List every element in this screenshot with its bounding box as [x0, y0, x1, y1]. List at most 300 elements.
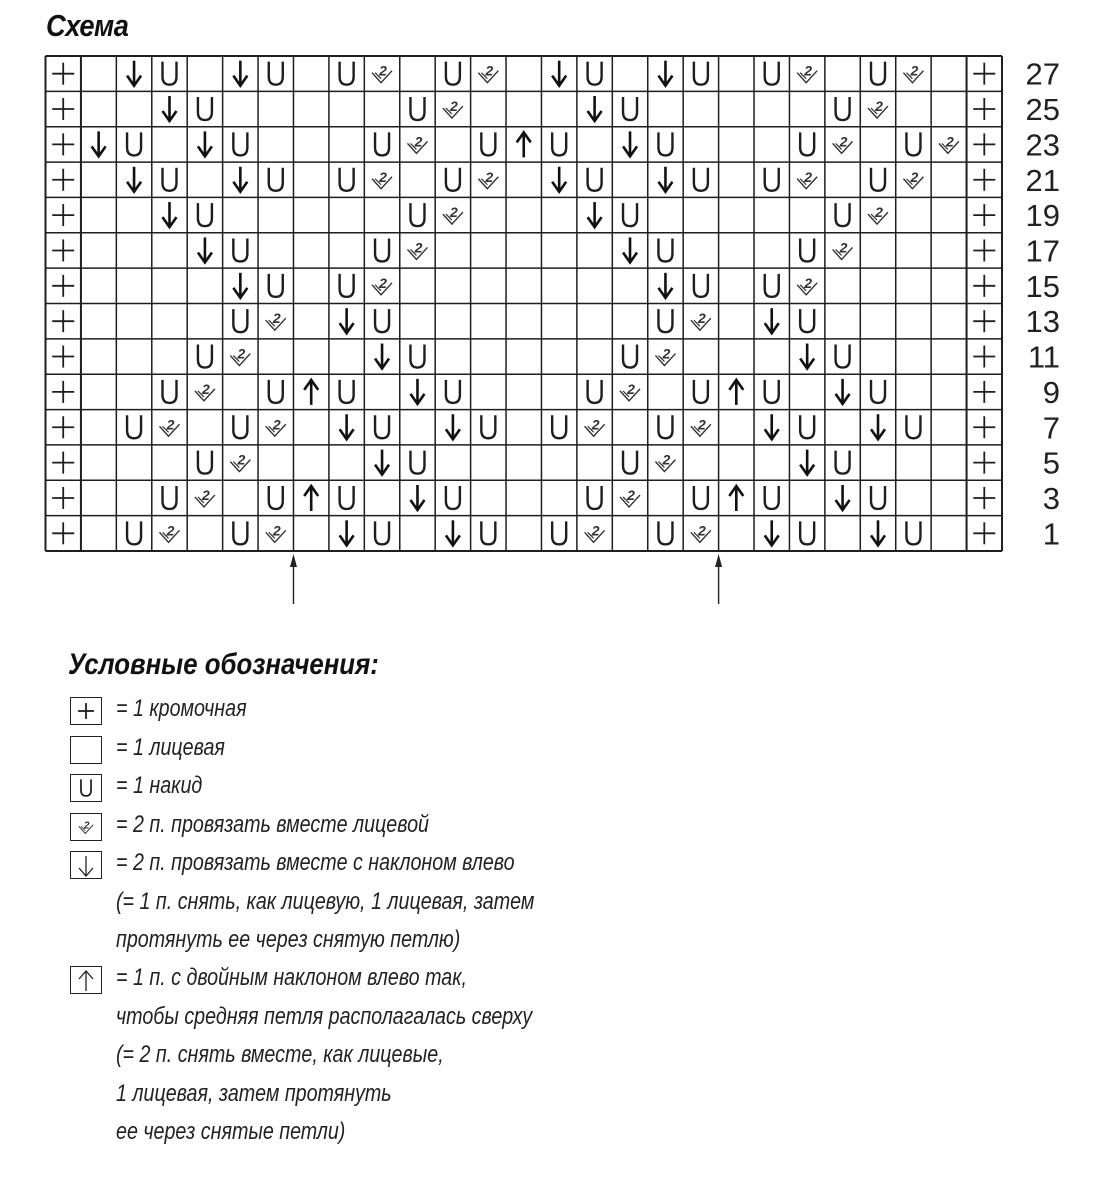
chart-cell [223, 480, 258, 515]
chart-cell [258, 516, 293, 551]
chart-cell [577, 480, 612, 515]
chart-cell [329, 480, 364, 515]
chart-cell [329, 339, 364, 374]
chart-cell [789, 268, 824, 303]
chart-cell [612, 445, 647, 480]
row-number-label: 1 [1042, 516, 1060, 552]
chart-cell [754, 91, 789, 126]
chart-cell [754, 127, 789, 162]
chart-cell [541, 56, 576, 91]
chart-cell [754, 410, 789, 445]
chart-cell [116, 233, 151, 268]
chart-cell [719, 127, 754, 162]
chart-cell [719, 339, 754, 374]
chart-cell [896, 56, 931, 91]
chart-cell [400, 480, 435, 515]
chart-cell [187, 516, 222, 551]
svg-text:2: 2 [875, 204, 883, 221]
svg-text:2: 2 [414, 239, 423, 256]
chart-cell [789, 56, 824, 91]
chart-cell [46, 304, 81, 339]
chart-cell [541, 162, 576, 197]
chart-cell [293, 516, 328, 551]
chart-cell [364, 127, 399, 162]
chart-cell [329, 374, 364, 409]
k2tog-icon [79, 820, 93, 833]
chart-cell [187, 127, 222, 162]
chart-cell [577, 445, 612, 480]
chart-cell [541, 480, 576, 515]
chart-cell [683, 233, 718, 268]
chart-cell [223, 91, 258, 126]
chart-cell [648, 91, 683, 126]
chart-cell [152, 445, 187, 480]
chart-cell [612, 56, 647, 91]
chart-cell [577, 127, 612, 162]
chart-cell [329, 127, 364, 162]
chart-cell [435, 410, 470, 445]
chart-cell [116, 91, 151, 126]
chart-cell [577, 268, 612, 303]
chart-cell [152, 268, 187, 303]
legend-text: (= 1 п. снять, как лицевую, 1 лицевая, затем [116, 887, 535, 915]
chart-cell [223, 410, 258, 445]
chart-cell [223, 445, 258, 480]
chart-cell [364, 233, 399, 268]
chart-cell [754, 374, 789, 409]
chart-cell [293, 56, 328, 91]
chart-cell [789, 410, 824, 445]
chart-cell [293, 268, 328, 303]
svg-text:2: 2 [804, 168, 813, 185]
chart-cell [471, 374, 506, 409]
chart-cell [683, 304, 718, 339]
chart-cell [400, 410, 435, 445]
chart-cell [931, 197, 966, 232]
row-number-label: 11 [1027, 339, 1060, 375]
chart-cell [258, 91, 293, 126]
chart-cell [648, 197, 683, 232]
chart-cell [648, 445, 683, 480]
chart-cell [46, 374, 81, 409]
chart-cell [506, 162, 541, 197]
chart-cell [223, 374, 258, 409]
chart-cell [967, 339, 1002, 374]
chart-cell [471, 56, 506, 91]
chart-cell [223, 233, 258, 268]
chart-cell [293, 162, 328, 197]
chart-cell [896, 233, 931, 268]
chart-cell [293, 197, 328, 232]
chart-cell [364, 410, 399, 445]
chart-cell [329, 516, 364, 551]
chart-cell [258, 127, 293, 162]
chart-cell [471, 162, 506, 197]
chart-cell [825, 268, 860, 303]
chart-cell [187, 480, 222, 515]
chart-cell [648, 56, 683, 91]
svg-text:2: 2 [202, 380, 210, 397]
chart-cell [612, 268, 647, 303]
chart-cell [825, 56, 860, 91]
svg-text:2: 2 [627, 486, 635, 503]
chart-cell [896, 516, 931, 551]
svg-text:2: 2 [485, 62, 494, 79]
chart-cell [577, 56, 612, 91]
chart-cell [577, 162, 612, 197]
chart-cell [612, 197, 647, 232]
chart-cell [329, 197, 364, 232]
chart-cell [293, 410, 328, 445]
chart-cell [435, 374, 470, 409]
chart-cell [789, 480, 824, 515]
chart-cell [435, 197, 470, 232]
chart-cell [860, 197, 895, 232]
chart-cell [541, 410, 576, 445]
chart-cell [293, 91, 328, 126]
chart-row [46, 91, 1003, 126]
chart-cell [471, 339, 506, 374]
chart-cell [967, 233, 1002, 268]
chart-row [46, 445, 1003, 480]
chart-cell [258, 410, 293, 445]
chart-cell [81, 480, 116, 515]
chart-cell [471, 197, 506, 232]
chart-row [46, 410, 1003, 445]
chart-cell [435, 445, 470, 480]
legend-heading: Условные обозначения: [68, 648, 379, 681]
chart-cell [471, 445, 506, 480]
chart-cell [81, 56, 116, 91]
chart-cell [471, 410, 506, 445]
chart-cell [116, 516, 151, 551]
row-number-label: 19 [1025, 198, 1060, 234]
legend-text: = 2 п. провязать вместе лицевой [116, 811, 429, 838]
chart-cell [329, 56, 364, 91]
chart-cell [860, 339, 895, 374]
chart-cell [471, 91, 506, 126]
chart-cell [967, 268, 1002, 303]
chart-cell [648, 516, 683, 551]
chart-cell [541, 268, 576, 303]
chart-cell [789, 339, 824, 374]
chart-cell [541, 91, 576, 126]
chart-cell [81, 91, 116, 126]
chart-cell [577, 374, 612, 409]
svg-text:2: 2 [662, 451, 671, 468]
chart-cell [46, 480, 81, 515]
chart-cell [293, 339, 328, 374]
chart-cell [364, 339, 399, 374]
chart-cell [364, 304, 399, 339]
chart-cell [683, 268, 718, 303]
svg-text:2: 2 [804, 274, 813, 291]
chart-cell [81, 127, 116, 162]
chart-cell [683, 162, 718, 197]
row-number-label: 25 [1025, 92, 1060, 128]
chart-cell [541, 127, 576, 162]
chart-cell [258, 268, 293, 303]
chart-cell [719, 480, 754, 515]
chart-cell [612, 127, 647, 162]
chart-cell [471, 516, 506, 551]
chart-cell [46, 445, 81, 480]
chart-cell [152, 127, 187, 162]
chart-cell [754, 516, 789, 551]
chart-cell [683, 339, 718, 374]
chart-row [46, 374, 1003, 409]
chart-cell [506, 304, 541, 339]
chart-cell [116, 268, 151, 303]
chart-cell [789, 162, 824, 197]
chart-cell [152, 304, 187, 339]
chart-row [46, 268, 1003, 303]
chart-cell [258, 445, 293, 480]
chart-cell [931, 410, 966, 445]
chart-cell [258, 56, 293, 91]
chart-cell [719, 91, 754, 126]
chart-cell [187, 56, 222, 91]
chart-cell [967, 56, 1002, 91]
svg-text:2: 2 [945, 133, 954, 150]
chart-cell [648, 127, 683, 162]
legend-text: протянуть ее через снятую петлю) [116, 926, 461, 953]
chart-cell [896, 374, 931, 409]
chart-cell [789, 304, 824, 339]
chart-cell [541, 304, 576, 339]
svg-text:2: 2 [875, 98, 883, 115]
chart-cell [860, 480, 895, 515]
svg-text:2: 2 [166, 416, 175, 433]
chart-cell [152, 91, 187, 126]
chart-cell [967, 374, 1002, 409]
chart-cell [152, 339, 187, 374]
chart-cell [187, 410, 222, 445]
chart-cell [329, 91, 364, 126]
chart-cell [789, 516, 824, 551]
chart-cell [789, 197, 824, 232]
chart-cell [860, 304, 895, 339]
row-number-label: 9 [1042, 374, 1060, 410]
chart-cell [81, 339, 116, 374]
chart-cell [400, 374, 435, 409]
chart-cell [931, 162, 966, 197]
chart-cell [223, 197, 258, 232]
chart-cell [541, 339, 576, 374]
chart-cell [860, 268, 895, 303]
chart-row [46, 127, 1003, 162]
chart-cell [967, 127, 1002, 162]
legend-text: = 1 п. с двойным наклоном влево так, [116, 964, 467, 991]
chart-cell [719, 268, 754, 303]
chart-cell [683, 445, 718, 480]
chart-cell [967, 445, 1002, 480]
chart-cell [258, 374, 293, 409]
legend-symbol-box [70, 813, 102, 841]
row-number-label: 23 [1025, 127, 1060, 163]
chart-cell [896, 339, 931, 374]
chart-cell [860, 162, 895, 197]
chart-cell [329, 445, 364, 480]
legend-text: = 1 кромочная [116, 695, 247, 722]
chart-cell [400, 162, 435, 197]
chart-cell [719, 516, 754, 551]
chart-cell [789, 233, 824, 268]
chart-cell [364, 56, 399, 91]
chart-cell [435, 339, 470, 374]
chart-cell [683, 91, 718, 126]
chart-cell [612, 480, 647, 515]
chart-cell [81, 304, 116, 339]
chart-cell [293, 127, 328, 162]
chart-cell [400, 197, 435, 232]
chart-cell [896, 162, 931, 197]
chart-cell [152, 480, 187, 515]
chart-cell [612, 91, 647, 126]
svg-text:2: 2 [839, 133, 848, 150]
chart-cell [754, 56, 789, 91]
chart-cell [931, 516, 966, 551]
chart-cell [967, 516, 1002, 551]
chart-cell [435, 162, 470, 197]
chart-row [46, 516, 1003, 551]
chart-cell [683, 56, 718, 91]
svg-text:2: 2 [272, 416, 281, 433]
chart-cell [931, 339, 966, 374]
chart-cell [612, 233, 647, 268]
svg-text:2: 2 [166, 522, 175, 539]
svg-text:2: 2 [804, 62, 813, 79]
chart-cell [293, 374, 328, 409]
svg-text:2: 2 [379, 168, 387, 185]
chart-cell [789, 127, 824, 162]
chart-cell [506, 268, 541, 303]
chart-cell [541, 445, 576, 480]
chart-cell [223, 516, 258, 551]
svg-text:2: 2 [379, 274, 387, 291]
svg-text:2: 2 [910, 62, 919, 79]
chart-row [46, 162, 1003, 197]
chart-cell [931, 304, 966, 339]
chart-cell [187, 197, 222, 232]
row-number-label: 3 [1042, 480, 1060, 516]
chart-cell [825, 516, 860, 551]
chart-cell [789, 445, 824, 480]
chart-cell [116, 374, 151, 409]
chart-cell [364, 480, 399, 515]
chart-cell [541, 374, 576, 409]
chart-cell [46, 233, 81, 268]
svg-text:2: 2 [449, 98, 458, 115]
chart-cell [364, 91, 399, 126]
chart-cell [506, 374, 541, 409]
chart-cell [506, 445, 541, 480]
chart-row [46, 233, 1003, 268]
chart-cell [329, 268, 364, 303]
chart-cell [577, 410, 612, 445]
chart-cell [187, 268, 222, 303]
chart-cell [81, 445, 116, 480]
chart-cell [825, 162, 860, 197]
chart-cell [896, 445, 931, 480]
chart-cell [435, 233, 470, 268]
svg-text:2: 2 [237, 345, 246, 362]
chart-cell [896, 304, 931, 339]
chart-cell [931, 268, 966, 303]
chart-cell [825, 233, 860, 268]
chart-cell [46, 410, 81, 445]
chart-cell [400, 127, 435, 162]
chart-cell [81, 268, 116, 303]
chart-cell [364, 162, 399, 197]
chart-cell [683, 480, 718, 515]
chart-cell [471, 480, 506, 515]
chart-cell [400, 91, 435, 126]
chart-cell [648, 233, 683, 268]
chart-cell [116, 480, 151, 515]
chart-cell [825, 374, 860, 409]
legend-symbol-box [70, 851, 102, 879]
legend-text: = 1 лицевая [116, 734, 225, 761]
chart-cell [435, 304, 470, 339]
chart-cell [435, 268, 470, 303]
chart-cell [258, 233, 293, 268]
chart-cell [435, 516, 470, 551]
chart-cell [471, 127, 506, 162]
double-decrease-arrow-up-icon [79, 971, 93, 991]
chart-cell [931, 127, 966, 162]
chart-cell [223, 162, 258, 197]
chart-cell [648, 480, 683, 515]
chart-cell [116, 410, 151, 445]
chart-cell [506, 233, 541, 268]
chart-cell [152, 56, 187, 91]
chart-cell [293, 233, 328, 268]
svg-text:2: 2 [449, 204, 458, 221]
chart-cell [577, 339, 612, 374]
chart-cell [400, 268, 435, 303]
chart-cell [258, 339, 293, 374]
row-number-label: 21 [1025, 162, 1060, 198]
svg-text:2: 2 [591, 416, 600, 433]
chart-cell [187, 233, 222, 268]
yarn-over-icon [81, 779, 91, 796]
chart-cell [931, 56, 966, 91]
chart-cell [577, 304, 612, 339]
legend-text: чтобы средняя петля располагалась сверху [116, 1002, 533, 1030]
svg-text:2: 2 [272, 310, 281, 327]
chart-cell [435, 91, 470, 126]
chart-cell [435, 480, 470, 515]
chart-row [46, 56, 1003, 91]
legend-symbol-box [70, 697, 102, 725]
chart-cell [81, 197, 116, 232]
chart-cell [258, 197, 293, 232]
row-number-label: 17 [1025, 233, 1060, 269]
chart-cell [152, 516, 187, 551]
chart-cell [400, 516, 435, 551]
chart-cell [825, 480, 860, 515]
chart-cell [860, 127, 895, 162]
chart-cell [825, 197, 860, 232]
svg-text:2: 2 [83, 820, 90, 832]
svg-text:2: 2 [910, 168, 919, 185]
chart-cell [46, 56, 81, 91]
svg-text:2: 2 [272, 522, 281, 539]
svg-text:2: 2 [697, 310, 706, 327]
chart-cell [860, 233, 895, 268]
chart-cell [46, 516, 81, 551]
